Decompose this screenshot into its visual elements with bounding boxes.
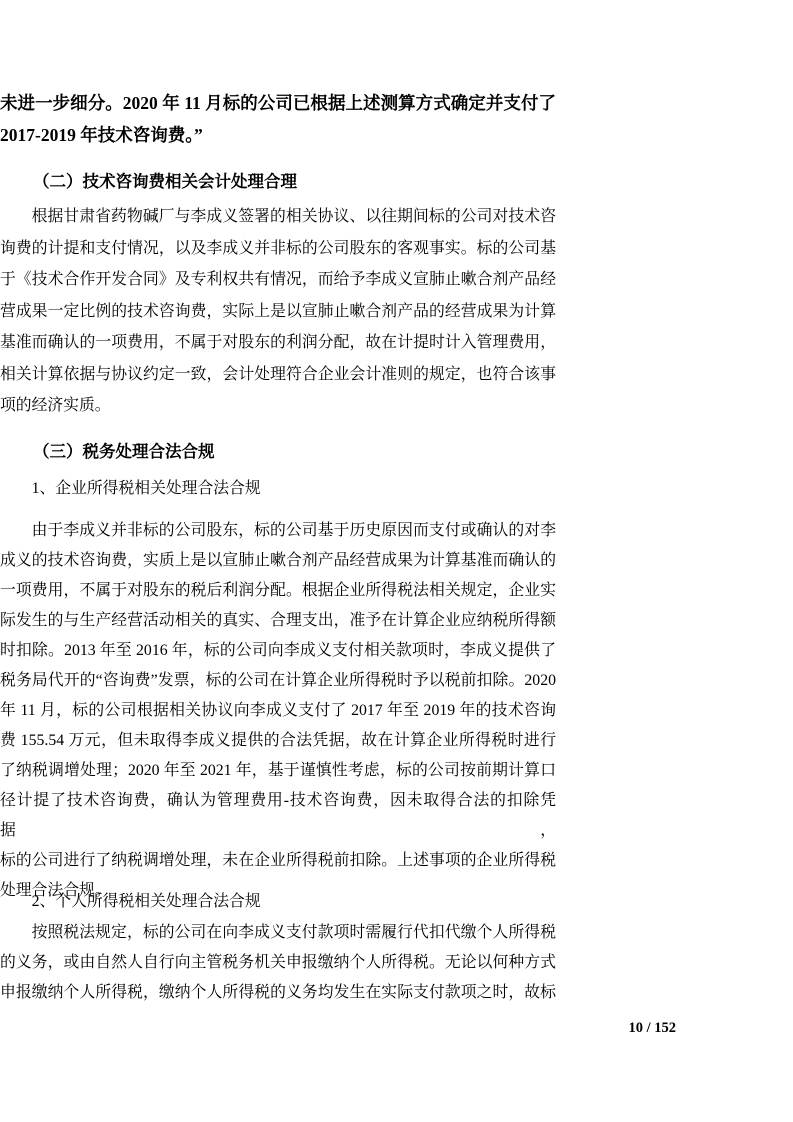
text-line: 费 155.54 万元，但未取得李成义提供的合法凭据，故在计算企业所得税时进行 [0, 732, 556, 749]
page-number: 10 / 152 [628, 1020, 676, 1036]
text-line: 时扣除。2013 年至 2016 年，标的公司向李成义支付相关款项时，李成义提供了 [0, 642, 556, 659]
text-line: 成义的技术咨询费，实质上是以宣肺止嗽合剂产品经营成果为计算基准而确认的 [0, 552, 556, 569]
text-line: 际发生的与生产经营活动相关的真实、合理支出，准予在计算企业应纳税所得额 [0, 612, 556, 629]
text-line: 营成果一定比例的技术咨询费，实际上是以宣肺止嗽合剂产品的经营成果为计算 [0, 302, 556, 320]
text-line: 询费的计提和支付情况，以及李成义并非标的公司股东的客观事实。标的公司基 [0, 239, 556, 257]
text-line: 了纳税调增处理；2020 年至 2021 年，基于谨慎性考虑，标的公司按前期计算口 [0, 762, 556, 779]
section-heading-2: （二）技术咨询费相关会计处理合理 [33, 172, 297, 191]
text-line: 根据甘肃省药物碱厂与李成义签署的相关协议、以往期间标的公司对技术咨 [31, 208, 556, 225]
text-line: 一项费用，不属于对股东的税后利润分配。根据企业所得税法相关规定，企业实 [0, 582, 556, 599]
text-line: 项的经济实质。 [0, 397, 111, 414]
text-line: 申报缴纳个人所得税，缴纳个人所得税的义务均发生在实际支付款项之时，故标 [0, 984, 556, 1001]
subsection-1-paragraph [0, 516, 556, 906]
text-line: 处理合法合规。 [0, 882, 111, 899]
section-2-paragraph [0, 201, 556, 422]
section-heading-3: （三）税务处理合法合规 [33, 442, 215, 461]
text-line: 相关计算依据与协议约定一致，会计处理符合企业会计准则的规定，也符合该事 [0, 365, 556, 383]
text-line: 由于李成义并非标的公司股东，标的公司基于历史原因而支付或确认的对李 [31, 522, 556, 539]
text-line: 年 11 月，标的公司根据相关协议向李成义支付了 2017 年至 2019 年的技术咨询 [0, 702, 556, 719]
subsection-2-heading: 2、个人所得税相关处理合法合规 [31, 893, 261, 910]
text-line: 于《技术合作开发合同》及专利权共有情况，而给予李成义宣肺止嗽合剂产品经 [0, 271, 556, 288]
subsection-1-heading: 1、企业所得税相关处理合法合规 [31, 480, 261, 497]
text-line: 的义务，或由自然人自行向主管税务机关申报缴纳个人所得税。无论以何种方式 [0, 954, 556, 971]
quoted-passage-continuation [0, 87, 556, 151]
text-line: 按照税法规定，标的公司在向李成义支付款项时需履行代扣代缴个人所得税 [31, 924, 556, 941]
text-line: 税务局代开的“咨询费”发票，标的公司在计算企业所得税时予以税前扣除。2020 [0, 672, 556, 689]
subsection-2-paragraph [0, 918, 556, 1008]
text-line: 标的公司进行了纳税调增处理，未在企业所得税前扣除。上述事项的企业所得税 [0, 852, 556, 869]
text-line: 基准而确认的一项费用，不属于对股东的利润分配，故在计提时计入管理费用， [0, 334, 556, 351]
text-line: 未进一步细分。2020 年 11 月标的公司已根据上述测算方式确定并支付了 [0, 93, 556, 113]
text-line: 径计提了技术咨询费，确认为管理费用-技术咨询费，因未取得合法的扣除凭据， [0, 792, 556, 839]
text-line: 2017-2019 年技术咨询费。” [0, 125, 203, 145]
